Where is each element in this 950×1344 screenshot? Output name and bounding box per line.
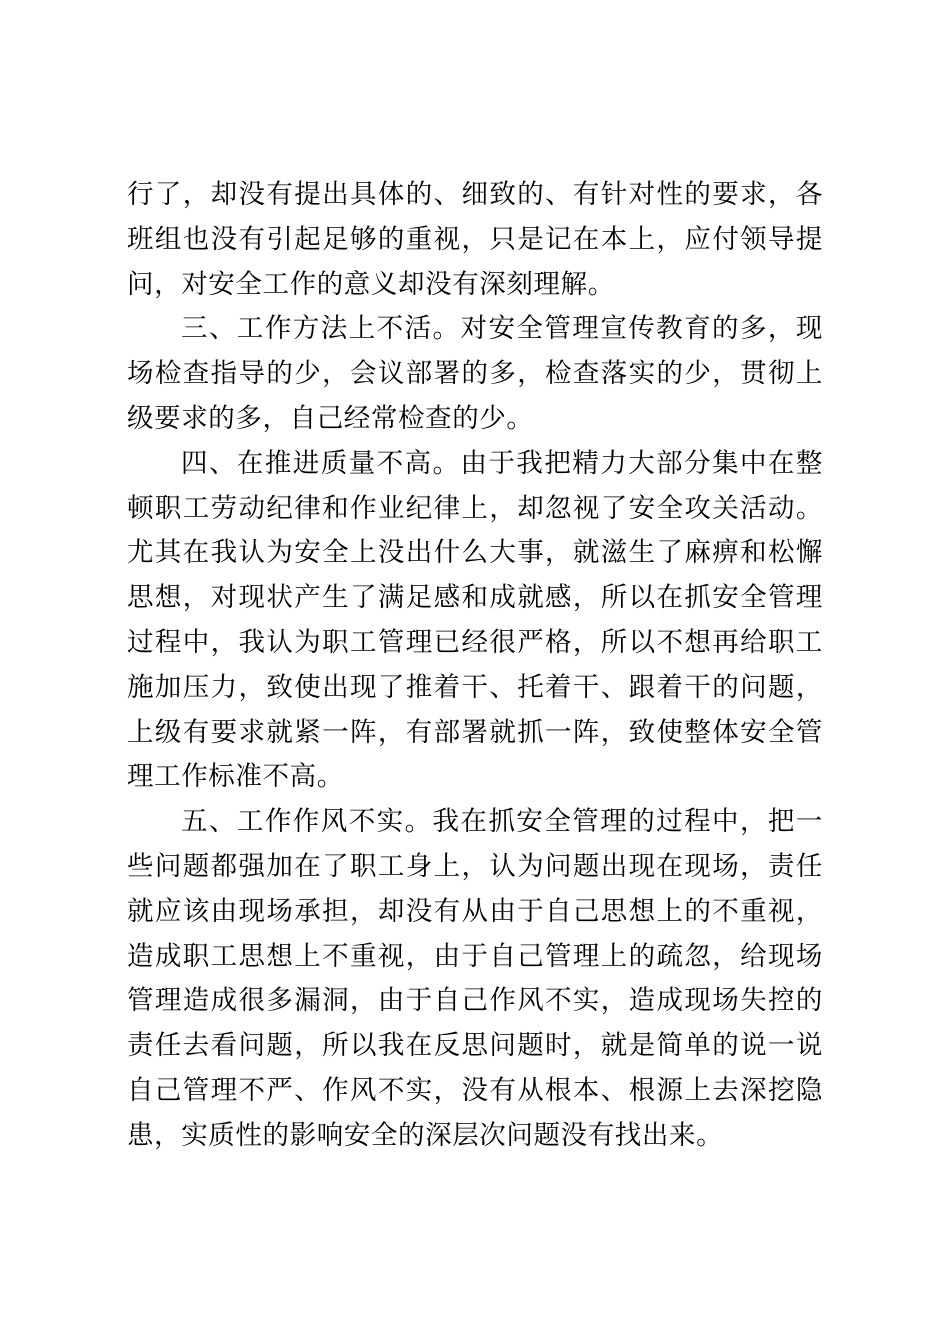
document-body	[127, 173, 823, 1159]
paragraph-continuation: 行了，却没有提出具体的、细致的、有针对性的要求，各班组也没有引起足够的重视，只是记在本上，应付领导提问，对安全工作的意义却没有深刻理解。	[127, 179, 823, 300]
paragraph-point-3-work-method: 三、工作方法上不活。对安全管理宣传教育的多，现场检查指导的少，会议部署的多，检查落实的少，贯彻上级要求的多，自己经常检查的少。	[127, 313, 823, 434]
paragraph-point-5-work-style: 五、工作作风不实。我在抓安全管理的过程中，把一些问题都强加在了职工身上，认为问题出现在现场，责任就应该由现场承担，却没有从由于自己思想上的不重视，造成职工思想上不重视，由于自己管理上的疏忽，给现场管理造成很多漏洞，由于自己作风不实，造成现场失控的责任去看问题，所以我在反思问题时，就是简单的说一说自己管理不严、作风不实，没有从根本、根源上去深挖隐患，实质性的影响安全的深层次问题没有找出来。	[127, 806, 823, 1151]
paragraph-point-4-quality: 四、在推进质量不高。由于我把精力大部分集中在整顿职工劳动纪律和作业纪律上，却忽视了安全攻关活动。尤其在我认为安全上没出什么大事，就滋生了麻痹和松懈思想，对现状产生了满足感和成就感，所以在抓安全管理过程中，我认为职工管理已经很严格，所以不想再给职工施加压力，致使出现了推着干、托着干、跟着干的问题，上级有要求就紧一阵，有部署就抓一阵，致使整体安全管理工作标准不高。	[127, 447, 823, 793]
